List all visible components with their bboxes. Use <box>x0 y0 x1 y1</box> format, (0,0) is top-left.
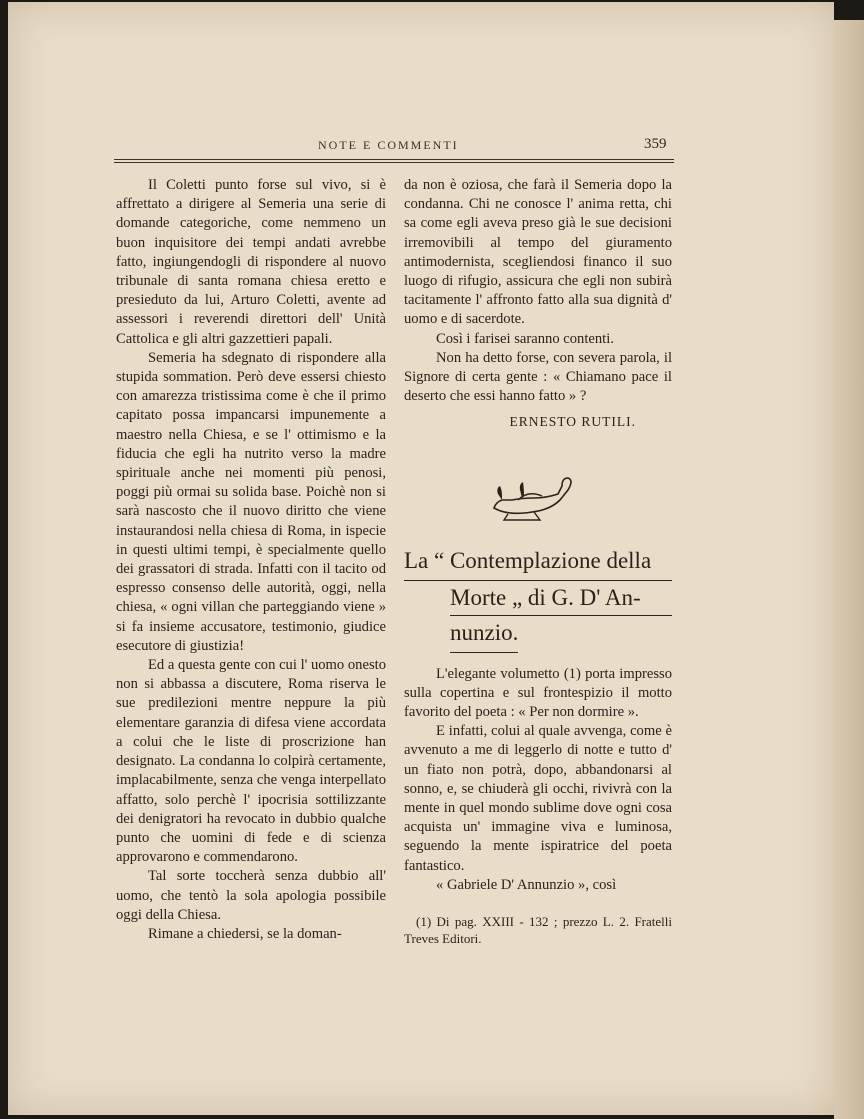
footnote <box>404 913 672 947</box>
paragraph: Il Coletti punto forse sul vivo, si è affrettato a dirigere al Semeria una serie di domande categoriche, come nemmeno un buon inquisitore dei tempi andati avrebbe fatto, ingiungendogli di rispondere al nuovo tribunale di santa romana chiesa eretto e presieduto da lui, Arturo Coletti, avente ad assessori i reverendi direttori dell' Unità Cattolica e gli altri gazzettieri papali. <box>116 177 386 347</box>
paragraph: « Gabriele D' Annunzio », così <box>436 876 617 893</box>
article-title-line: nunzio. <box>450 616 518 653</box>
page-edge <box>834 20 864 1119</box>
paragraph: da non è oziosa, che farà il Semeria dopo la condanna. Chi ne conosce l' anima retta, chi sa come egli aveva preso già le sue decisioni irremovibili al tempo del giuramento antimodernista, scegliendosi financo il suo luogo di rifugio, assicura che egli non subirà tacitamente l' affronto fatto alla sua dignità d' uomo e di sacerdote. <box>404 177 672 328</box>
header-rule-2 <box>114 162 674 163</box>
paragraph: E infatti, colui al quale avvenga, come è avvenuto a me di leggerlo di notte e tutto d' un fiato non potrà, dopo, abbandonarsi al sonno, e, se chiuderà gli occhi, rivivrà con la mente in quel mondo sublime dove ogni cosa acquista un' immagine viva e luminosa, seguendo la mente ispiratrice del poeta fantastico. <box>404 723 672 874</box>
article-body <box>404 665 672 895</box>
footnote-text: (1) Di pag. XXIII - 132 ; prezzo L. 2. Fratelli Treves Editori. <box>404 914 672 947</box>
oil-lamp-icon <box>488 470 584 522</box>
paragraph: Semeria ha sdegnato di rispondere alla stupida sommation. Però deve essersi chiesto con amarezza tristissima come è che il primo capitato possa impancarsi impunemente a maestro nella Chiesa, e se l' ottimismo e la fiducia che egli ha nutrito verso la madre spirituale anche nei momenti più penosi, poggi più ormai su solida base. Poichè non si sarà nascosto che il nuovo diritto che viene instaurandosi nella chiesa di Roma, in ispecie in questi ultimi tempi, è specialmente quello dei grassatori di strada. Infatti con il tacito od espresso consenso delle autorità, oggi, nella chiesa, « ogni villan che parteggiando viene » si fa insieme accusatore, testimonio, giudice esecutore di giustizia! <box>116 349 386 654</box>
article-title <box>404 544 672 653</box>
left-column <box>116 176 386 944</box>
paragraph: Così i farisei saranno contenti. <box>436 330 614 347</box>
article-title-line: La “ Contemplazione della <box>404 544 672 581</box>
page-number: 359 <box>644 136 667 152</box>
running-header: NOTE E COMMENTI <box>318 138 459 152</box>
paragraph: Rimane a chiedersi, se la doman- <box>148 925 342 942</box>
header-rule <box>114 159 674 160</box>
paragraph: Ed a questa gente con cui l' uomo onesto non si abbassa a discutere, Roma riserva le sue predilezioni mentre neppure la più elementare garanzia di difesa viene accordata a colui che le liste di proscrizione han designato. La condanna lo colpirà certamente, implacabilmente, senza che venga interpellato affatto, solo perchè l' ipocrisia sottilizzante dei denigratori ha revocato in dubbio qualche punto che uomini di fede e di scienza approvarono e commendarono. <box>116 657 386 866</box>
paragraph: Tal sorte toccherà senza dubbio all' uomo, che tentò la sola apologia possibile oggi della Chiesa. <box>116 868 386 923</box>
paragraph: Non ha detto forse, con severa parola, il Signore di certa gente : « Chiamano pace il deserto che essi hanno fatto » ? <box>404 349 672 405</box>
author-signature: ERNESTO RUTILI. <box>509 414 636 430</box>
article-title-line: Morte „ di G. D' An- <box>450 581 672 616</box>
right-column <box>404 176 672 947</box>
paragraph: L'elegante volumetto (1) porta impresso sulla copertina e sul frontespizio il motto favorito del poeta : « Per non dormire ». <box>404 665 672 721</box>
